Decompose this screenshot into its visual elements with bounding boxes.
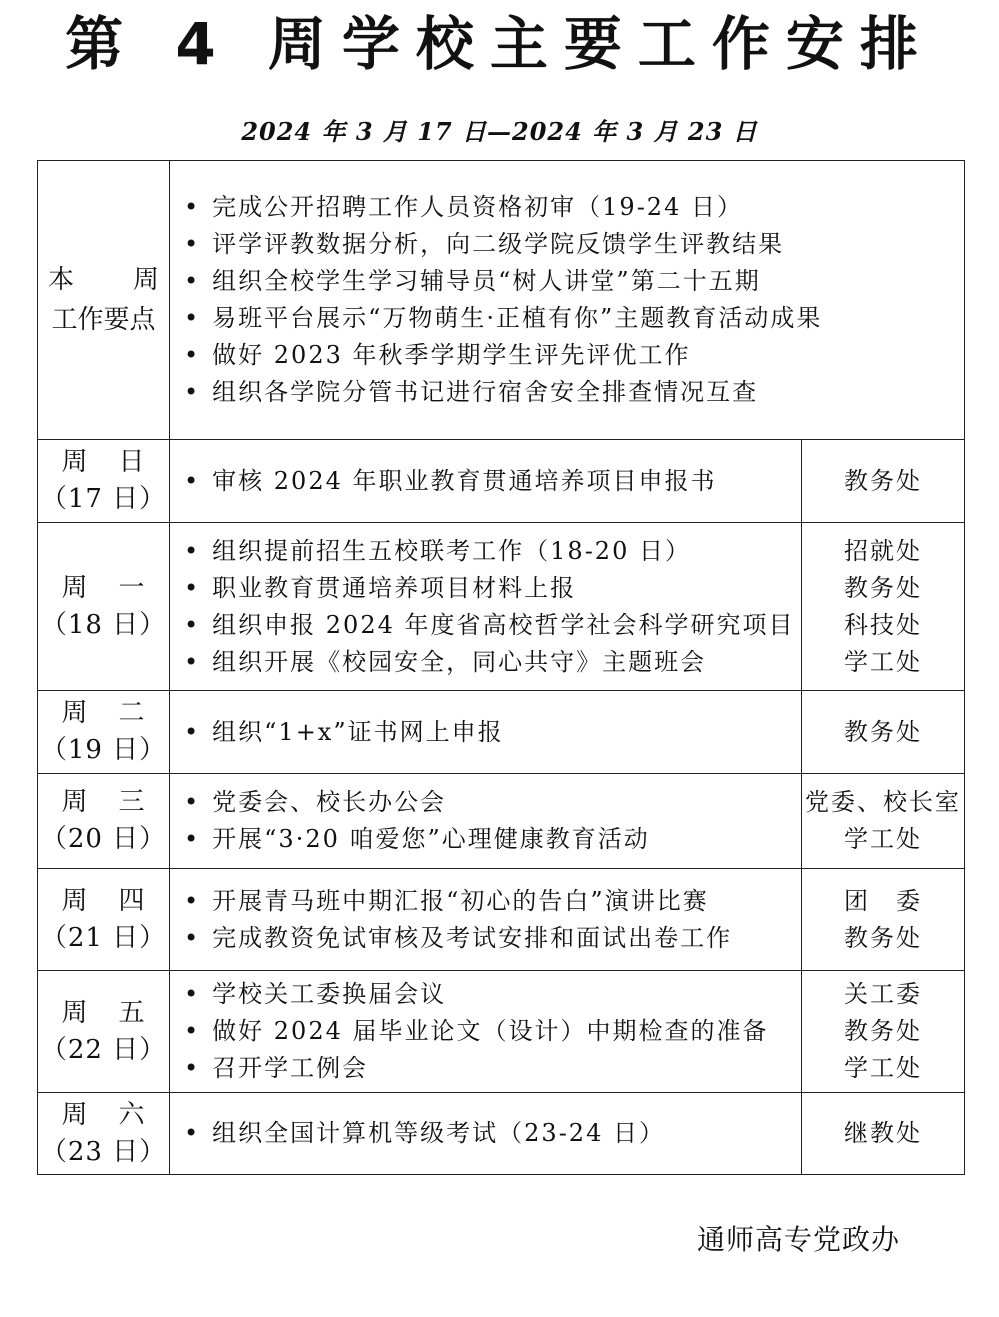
day-label-cell xyxy=(38,869,170,971)
day-tasks-cell xyxy=(170,774,802,869)
day-tasks-cell xyxy=(170,523,802,691)
task-list xyxy=(170,976,801,1087)
task-item: • 做好 2024 届毕业论文（设计）中期检查的准备 xyxy=(184,1013,801,1050)
task-item: • 组织提前招生五校联考工作（18-20 日） xyxy=(184,533,801,570)
day-row xyxy=(38,440,965,523)
dept-name: 学工处 xyxy=(844,647,922,676)
task-list xyxy=(170,784,801,858)
signature: 通师高专党政办 xyxy=(697,1223,901,1256)
day-label-cell xyxy=(38,1093,170,1175)
day-name: 四 xyxy=(118,885,146,916)
day-date: （22 日） xyxy=(40,1034,167,1065)
task-item: • 组织全国计算机等级考试（23-24 日） xyxy=(184,1115,801,1152)
day-label-cell xyxy=(38,971,170,1093)
key-point-item: • 组织全校学生学习辅导员“树人讲堂”第二十五期 xyxy=(184,263,964,300)
day-tasks-cell xyxy=(170,971,802,1093)
day-word: 周 xyxy=(61,885,89,916)
day-name: 六 xyxy=(118,1099,146,1130)
task-list xyxy=(170,1115,801,1152)
dept-name: 教务处 xyxy=(844,466,922,495)
task-item: • 审核 2024 年职业教育贯通培养项目申报书 xyxy=(184,463,801,500)
day-name: 一 xyxy=(118,572,146,603)
dept-name: 团 委 xyxy=(844,886,922,915)
date-range: 2024 年 3 月 17 日—2024 年 3 月 23 日 xyxy=(241,117,758,146)
key-point-item: • 做好 2023 年秋季学期学生评先评优工作 xyxy=(184,337,964,374)
key-points-cell xyxy=(170,161,965,440)
dept-name: 党委、校长室 xyxy=(805,788,961,816)
task-item: • 开展“3·20 咱爱您”心理健康教育活动 xyxy=(184,821,801,858)
dept-name: 继教处 xyxy=(844,1119,922,1147)
day-word: 周 xyxy=(61,447,89,477)
dept-cell xyxy=(802,440,965,523)
key-label-line2: 工作要点 xyxy=(51,305,156,335)
day-date: （19 日） xyxy=(40,735,167,765)
task-item: • 组织申报 2024 年度省高校哲学社会科学研究项目 xyxy=(184,607,801,644)
day-tasks-cell xyxy=(170,869,802,971)
day-name: 五 xyxy=(118,997,146,1028)
page-title: 第 4 周学校主要工作安排 xyxy=(65,10,934,78)
dept-cell xyxy=(802,869,965,971)
dept-name: 教务处 xyxy=(844,923,922,952)
day-word: 周 xyxy=(61,787,89,817)
dept-cell xyxy=(802,523,965,691)
day-tasks-cell xyxy=(170,440,802,523)
day-row xyxy=(38,1093,965,1175)
day-row xyxy=(38,774,965,869)
schedule-table xyxy=(37,160,965,1175)
dept-name: 教务处 xyxy=(844,717,922,746)
task-item: • 党委会、校长办公会 xyxy=(184,784,801,821)
task-list xyxy=(170,883,801,957)
day-date: （21 日） xyxy=(40,922,167,953)
day-name: 二 xyxy=(118,698,146,728)
task-list xyxy=(170,463,801,500)
day-name: 三 xyxy=(118,787,146,817)
task-item: • 组织开展《校园安全，同心共守》主题班会 xyxy=(184,644,801,681)
dept-name: 学工处 xyxy=(844,1054,922,1082)
task-item: • 学校关工委换届会议 xyxy=(184,976,801,1013)
day-label-cell xyxy=(38,691,170,774)
day-word: 周 xyxy=(61,572,89,603)
task-item: • 组织“1+x”证书网上申报 xyxy=(184,714,801,751)
key-label-left: 本 xyxy=(48,265,75,295)
dept-cell xyxy=(802,774,965,869)
day-row xyxy=(38,869,965,971)
dept-name: 科技处 xyxy=(844,610,922,639)
day-date: （20 日） xyxy=(40,824,167,854)
key-point-item: • 组织各学院分管书记进行宿舍安全排查情况互查 xyxy=(184,374,964,411)
day-row xyxy=(38,971,965,1093)
dept-name: 关工委 xyxy=(844,980,922,1008)
day-label-cell xyxy=(38,523,170,691)
task-list xyxy=(170,533,801,681)
dept-name: 教务处 xyxy=(844,1017,922,1045)
task-list xyxy=(170,714,801,751)
day-tasks-cell xyxy=(170,691,802,774)
key-points-list xyxy=(170,189,964,411)
task-item: • 召开学工例会 xyxy=(184,1050,801,1087)
dept-cell xyxy=(802,691,965,774)
day-word: 周 xyxy=(61,1099,89,1130)
day-date: （17 日） xyxy=(40,484,167,514)
task-item: • 职业教育贯通培养项目材料上报 xyxy=(184,570,801,607)
key-label-right: 周 xyxy=(132,265,159,295)
day-word: 周 xyxy=(61,997,89,1028)
dept-name: 学工处 xyxy=(844,825,922,853)
dept-cell xyxy=(802,1093,965,1175)
dept-name: 招就处 xyxy=(844,536,922,565)
key-point-item: • 易班平台展示“万物萌生·正植有你”主题教育活动成果 xyxy=(184,300,964,337)
task-item: • 完成教资免试审核及考试安排和面试出卷工作 xyxy=(184,920,801,957)
key-point-item: • 评学评教数据分析，向二级学院反馈学生评教结果 xyxy=(184,226,964,263)
day-word: 周 xyxy=(61,698,89,728)
key-points-label xyxy=(38,161,170,440)
dept-cell xyxy=(802,971,965,1093)
day-row xyxy=(38,523,965,691)
day-label-cell xyxy=(38,774,170,869)
day-date: （23 日） xyxy=(40,1136,167,1167)
day-date: （18 日） xyxy=(40,609,167,640)
day-row xyxy=(38,691,965,774)
dept-name: 教务处 xyxy=(844,573,922,602)
day-label-cell xyxy=(38,440,170,523)
day-name: 日 xyxy=(118,447,146,477)
key-points-row xyxy=(38,161,965,440)
day-tasks-cell xyxy=(170,1093,802,1175)
task-item: • 开展青马班中期汇报“初心的告白”演讲比赛 xyxy=(184,883,801,920)
key-point-item: • 完成公开招聘工作人员资格初审（19-24 日） xyxy=(184,189,964,226)
